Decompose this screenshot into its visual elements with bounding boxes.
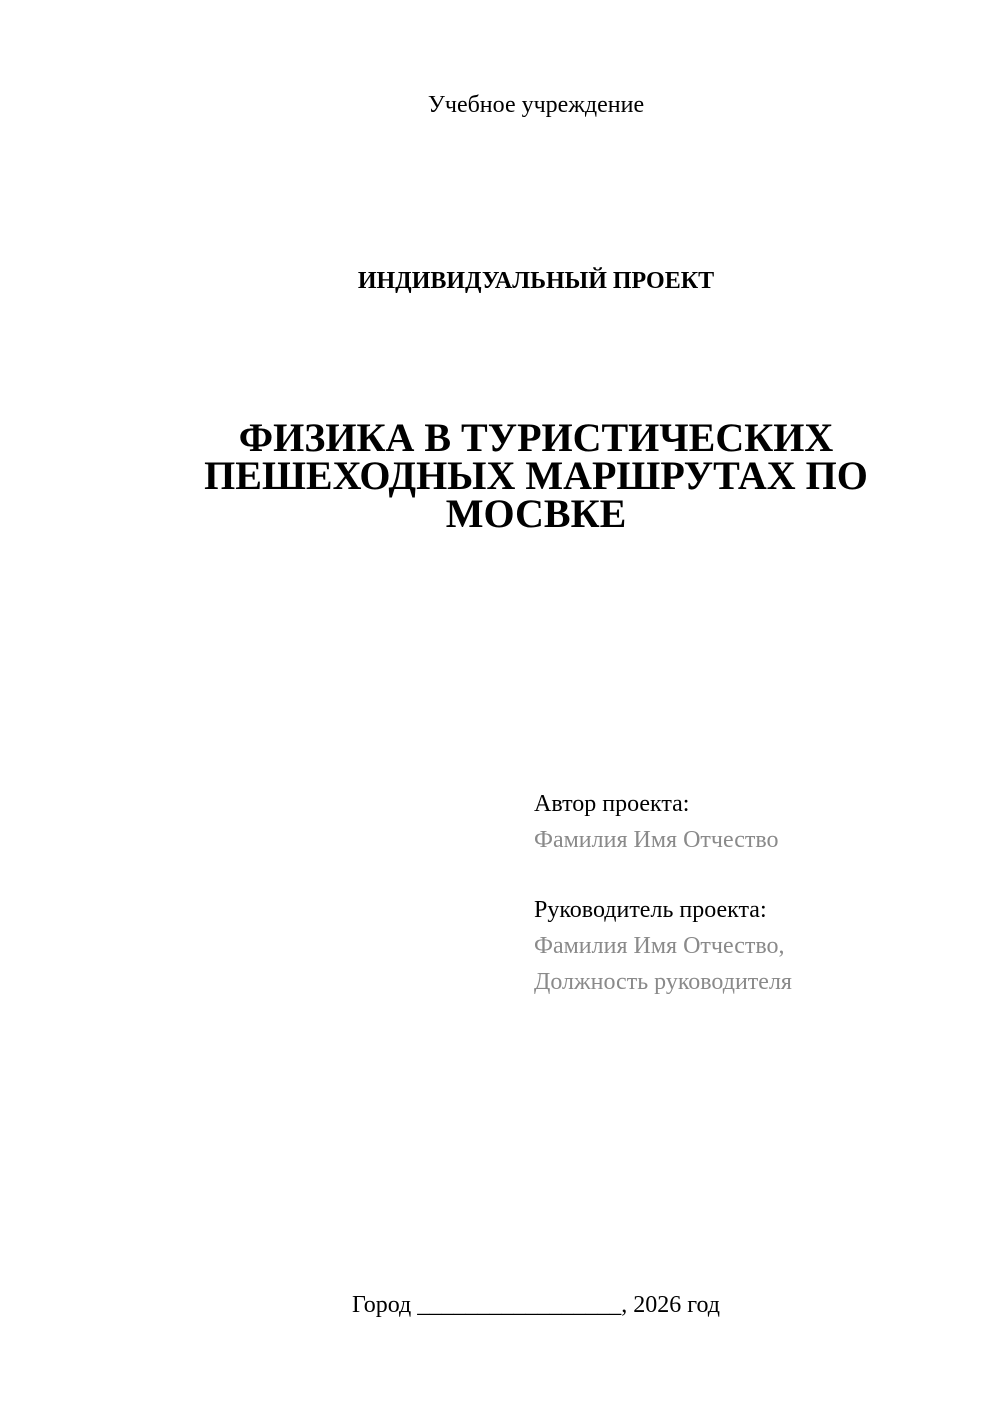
credits-block [534,786,974,1000]
supervisor-name: Фамилия Имя Отчество, [534,933,785,959]
credits-spacer [534,858,974,892]
institution-name: Учебное учреждение [427,92,645,118]
project-title [140,415,932,536]
city-year-line: Город _________________, 2026 год [351,1292,721,1318]
author-name: Фамилия Имя Отчество [534,827,779,853]
supervisor-position: Должность руководителя [534,969,792,995]
author-label: Автор проекта: [534,791,690,817]
project-title-line-2: ПЕШЕХОДНЫХ МАРШРУТАХ ПО [204,453,868,498]
supervisor-label: Руководитель проекта: [534,897,767,923]
project-title-line-3: МОСВКЕ [445,491,627,536]
document-type: ИНДИВИДУАЛЬНЫЙ ПРОЕКТ [357,268,715,294]
project-title-line-1: ФИЗИКА В ТУРИСТИЧЕСКИХ [238,415,834,460]
